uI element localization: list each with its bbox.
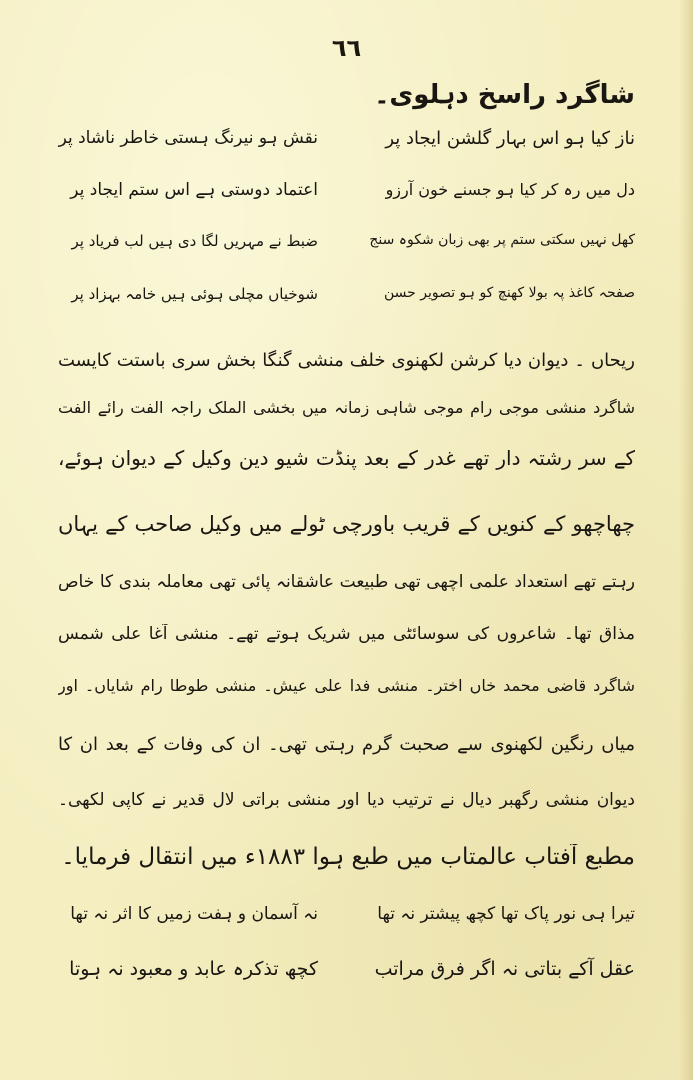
couplet-4-first-line: صفحہ کاغذ پہ بولا کھنچ کو ہو تصویر حسن <box>383 285 635 301</box>
couplet-5-second-line: نہ آسمان و ہفت زمیں کا اثر نہ تھا <box>70 904 318 924</box>
couplet-6-second-line: کچھ تذکرہ عابد و معبود نہ ہوتا <box>69 958 318 980</box>
prose-line-10: مطبع آفتاب عالمتاب میں طبع ہوا ۱۸۸۳ء میں انتقال فرمایا۔ <box>61 844 635 870</box>
prose-line-4: چھاچھو کے کنویں کے قریب باورچی ٹولے میں وکیل صاحب کے یہاں <box>58 512 635 536</box>
couplet-5-first-line: تیرا ہی نور پاک تھا کچھ پیشتر نہ تھا <box>377 904 635 924</box>
prose-line-8: میاں رنگین لکھنوی سے صحبت گرم رہتی تھی۔ ان کی وفات کے بعد ان کا <box>58 734 635 755</box>
prose-line-6: مذاق تھا۔ شاعروں کی سوسائٹی میں شریک ہوتے تھے۔ منشی آغا علی شمس <box>58 624 635 644</box>
couplet-3-second-line: ضبط نے مہریں لگا دی ہیں لب فریاد پر <box>71 232 318 250</box>
prose-line-5: رہتے تھے استعداد علمی اچھی تھی طبیعت عاشقانہ پائی تھی معاملہ بندی کا خاص <box>58 572 635 592</box>
couplet-1-second-line: نقش ہو نیرنگ ہستی خاطر ناشاد پر <box>58 128 318 148</box>
prose-line-7: شاگرد قاضی محمد خاں اختر۔ منشی فدا علی عیش۔ منشی طوطا رام شایاں۔ اور <box>58 676 635 695</box>
page-edge-shadow <box>679 0 693 1080</box>
couplet-4-second-line: شوخیاں مچلی ہوئی ہیں خامہ بہزاد پر <box>71 285 318 303</box>
page-number: ٦٦ <box>331 34 362 62</box>
couplet-3-first-line: کھل نہیں سکتی ستم پر بھی زبان شکوہ سنج <box>369 232 635 248</box>
prose-line-2: شاگرد منشی موجی رام موجی شاہی زمانہ میں بخشی الملک راجہ الفت رائے الفت <box>58 398 635 417</box>
couplet-1-first-line: ناز کیا ہو اس بہار گلشن ایجاد پر <box>385 128 635 149</box>
couplet-6-first-line: عقل آکے بتاتی نہ اگر فرق مراتب <box>374 958 635 980</box>
prose-line-3: کے سر رشتہ دار تھے غدر کے بعد پنڈت شیو دین وکیل کے دیوان ہوئے، <box>58 446 635 470</box>
couplet-2-first-line: دل میں رہ کر کیا ہو جسنے خون آرزو <box>385 180 635 199</box>
prose-line-1: ریحاں ۔ دیوان دیا کرشن لکھنوی خلف منشی گنگا بخش سری باستت کایست <box>58 350 635 371</box>
couplet-2-second-line: اعتماد دوستی ہے اس ستم ایجاد پر <box>70 180 318 200</box>
prose-line-9: دیوان منشی رگھبر دیال نے ترتیب دیا اور منشی براتی لال قدیر نے کاپی لکھی۔ <box>58 790 635 810</box>
section-heading: شاگرد راسخ دہلوی۔ <box>374 80 635 110</box>
